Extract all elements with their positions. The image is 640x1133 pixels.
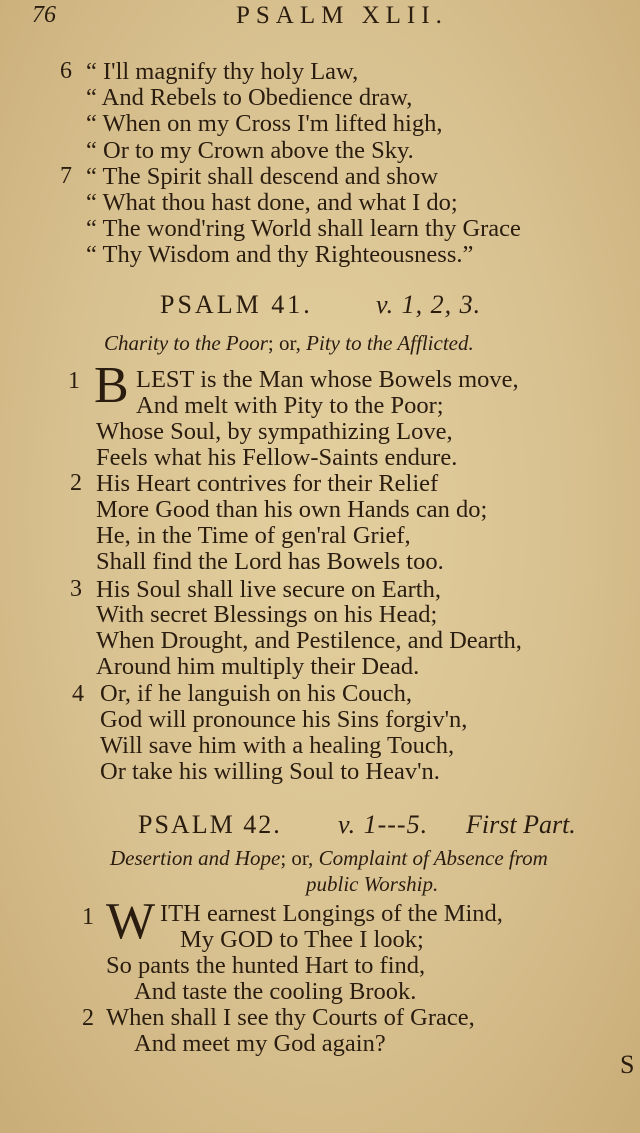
verse-line: God will pronounce his Sins forgiv'n, [100, 706, 468, 733]
verse-line: And taste the cooling Brook. [134, 978, 417, 1005]
verse-number: 4 [72, 681, 84, 707]
running-title: PSALM XLII. [236, 2, 448, 29]
verse-line: When shall I see thy Courts of Grace, [106, 1004, 475, 1031]
verse-line: With secret Blessings on his Head; [96, 601, 438, 628]
psalm-subtitle-continued: public Worship. [306, 872, 439, 896]
verse-line: “ The wond'ring World shall learn thy Grace [86, 215, 521, 242]
verse-line: He, in the Time of gen'ral Grief, [96, 522, 411, 549]
verse-line: And meet my God again? [134, 1030, 386, 1057]
verse-line: Or, if he languish on his Couch, [100, 680, 413, 707]
verse-number: 2 [82, 1005, 94, 1031]
verse-line: His Soul shall live secure on Earth, [96, 576, 441, 603]
verse-line: “ Or to my Crown above the Sky. [86, 137, 414, 164]
drop-cap: B [94, 357, 129, 414]
verse-line: “ And Rebels to Obedience draw, [86, 84, 413, 111]
verse-line: Around him multiply their Dead. [96, 653, 420, 680]
verse-number: 3 [70, 576, 82, 602]
drop-cap: W [106, 893, 156, 950]
subtitle-separator: ; or, [267, 331, 301, 355]
verse-line: LEST is the Man whose Bowels move, [136, 366, 519, 393]
verse-line: My GOD to Thee I look; [180, 926, 424, 953]
subtitle-part: Desertion and Hope [110, 846, 281, 870]
subtitle-part: Complaint of Absence from [318, 846, 548, 870]
verse-line: And melt with Pity to the Poor; [136, 392, 444, 419]
verse-line: ITH earnest Longings of the Mind, [160, 900, 503, 927]
verse-line: His Heart contrives for their Relief [96, 470, 439, 497]
subtitle-part: Pity to the Afflicted. [306, 331, 474, 355]
verse-line: “ What thou hast done, and what I do; [86, 189, 458, 216]
verse-line: Will save him with a healing Touch, [100, 732, 455, 759]
verse-line: “ When on my Cross I'm lifted high, [86, 110, 443, 137]
psalm-heading: PSALM 42. [138, 810, 282, 839]
verse-line: “ The Spirit shall descend and show [86, 163, 439, 190]
verse-line: Shall find the Lord has Bowels too. [96, 548, 444, 575]
psalm-subtitle [104, 331, 474, 356]
page-number: 76 [32, 2, 56, 28]
verse-line: “ Thy Wisdom and thy Righteousness.” [86, 241, 474, 268]
verse-line: When Drought, and Pestilence, and Dearth, [96, 627, 522, 654]
subtitle-separator: ; or, [280, 846, 314, 870]
verse-line: More Good than his own Hands can do; [96, 496, 488, 523]
verse-number: 1 [68, 368, 80, 394]
verse-line: “ I'll magnify thy holy Law, [86, 58, 359, 85]
verse-line: Whose Soul, by sympathizing Love, [96, 418, 453, 445]
verse-reference: v. 1, 2, 3. [376, 290, 482, 319]
subtitle-part: Charity to the Poor [104, 331, 268, 355]
part-label: First Part. [466, 810, 576, 839]
catchword: S [620, 1050, 635, 1079]
verse-number: 6 [60, 58, 72, 84]
verse-line: Feels what his Fellow-Saints endure. [96, 444, 458, 471]
verse-line: So pants the hunted Hart to find, [106, 952, 426, 979]
verse-number: 7 [60, 163, 72, 189]
verse-line: Or take his willing Soul to Heav'n. [100, 758, 440, 785]
psalm-heading: PSALM 41. [160, 290, 313, 319]
verse-number: 2 [70, 470, 82, 496]
verse-reference: v. 1---5. [338, 810, 429, 839]
verse-number: 1 [82, 904, 94, 930]
psalm-subtitle [110, 846, 548, 871]
